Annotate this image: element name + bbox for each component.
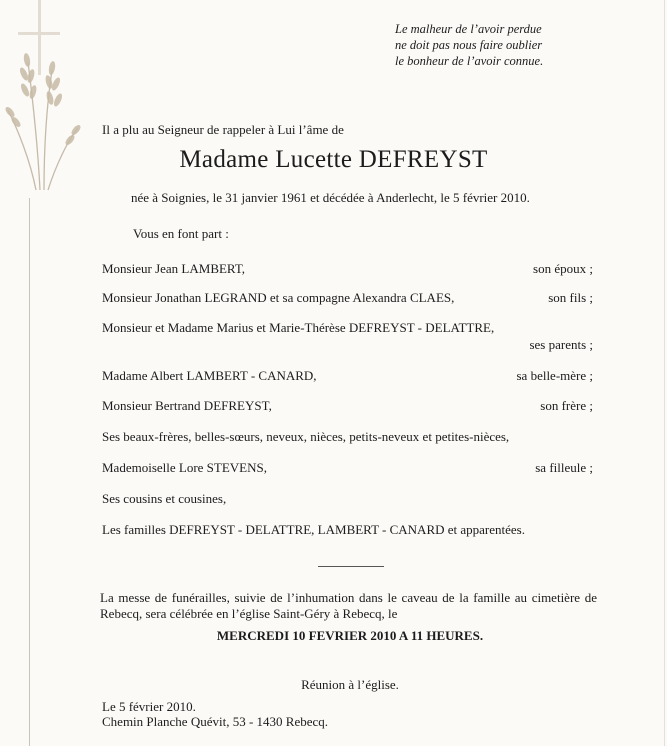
funeral-datetime: MERCREDI 10 FEVRIER 2010 A 11 HEURES. [216,628,484,643]
deceased-name: Madame Lucette DEFREYST [179,146,488,173]
mourner-name: Les familles DEFREYST - DELATTRE, LAMBERT - CANARD et apparentées. [102,522,525,537]
mourner-relation: son époux ; [533,261,593,276]
mourner-name: Ses cousins et cousines, [102,491,227,506]
mourner-name: Ses beaux-frères, belles-sœurs, neveux, nièces, petits-neveux et petites-nièces, [102,429,510,444]
mourner-name: Monsieur et Madame Marius et Marie-Thérèse DEFREYST - DELATTRE, [102,320,495,335]
mourner-relation: sa belle-mère ; [516,368,593,383]
mourner-name: Monsieur Jonathan LEGRAND et sa compagne Alexandra CLAES, [102,290,455,305]
mourner-name: Monsieur Jean LAMBERT, [102,261,246,276]
epigraph-line-3: le bonheur de l’avoir connue. [395,54,544,68]
funeral-text: La messe de funérailles, suivie de l’inhumation dans le caveau de la famille au cimetière de Rebecq, sera célébrée en l’église Saint-Géry à Rebecq, le [100,590,597,621]
mourner-relation: son fils ; [548,290,593,305]
epigraph [395,21,543,69]
intro-line: Il a plu au Seigneur de rappeler à Lui l’âme de [102,122,344,137]
reunion-line: Réunion à l’église. [301,677,399,692]
mourner-relation: ses parents ; [529,337,593,352]
mourner-name: Madame Albert LAMBERT - CANARD, [102,368,317,383]
epigraph-line-2: ne doit pas nous faire oublier [395,38,543,52]
footer [102,699,328,729]
footer-date: Le 5 février 2010. [102,699,196,714]
separator [318,566,384,567]
notify-line: Vous en font part : [133,226,229,241]
epigraph-line-1: Le malheur de l’avoir perdue [395,22,542,36]
birth-death-line: née à Soignies, le 31 janvier 1961 et décédée à Anderlecht, le 5 février 2010. [131,190,530,205]
mourner-relation: sa filleule ; [535,460,593,475]
footer-address: Chemin Planche Quévit, 53 - 1430 Rebecq. [102,714,329,729]
mourner-name: Mademoiselle Lore STEVENS, [102,460,267,475]
margin-rule [29,198,30,746]
mourner-name: Monsieur Bertrand DEFREYST, [102,398,272,413]
mourner-relation: son frère ; [540,398,593,413]
